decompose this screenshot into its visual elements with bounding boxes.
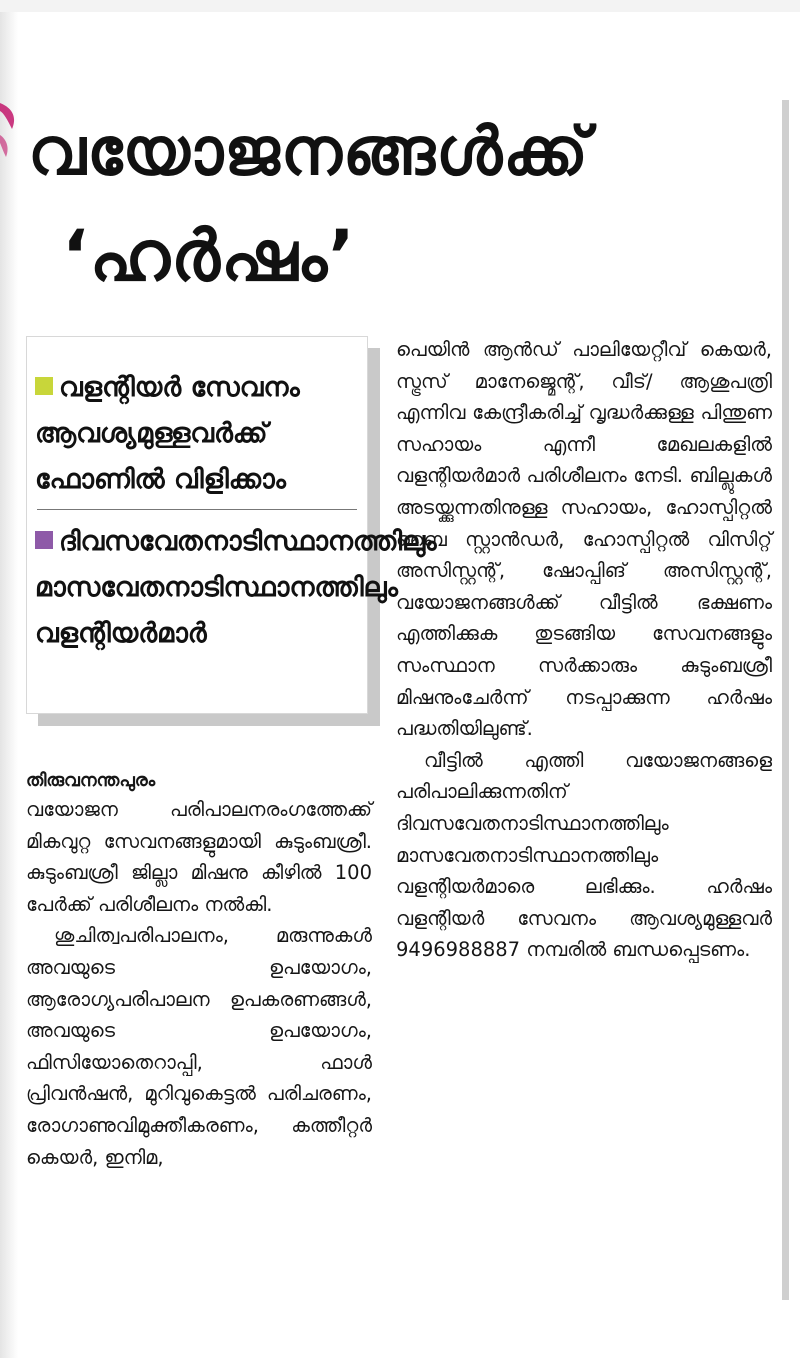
dateline: തിരുവനന്തപുരം: [26, 770, 156, 791]
headline: [28, 100, 768, 308]
highlight-divider: [37, 509, 357, 510]
headline-line-1: വയോജനങ്ങൾക്ക്: [28, 113, 589, 190]
highlight-box: [26, 336, 437, 714]
scan-top-strip: [0, 0, 800, 12]
highlight-item: [35, 519, 437, 657]
body-paragraph: വീട്ടിൽ എത്തി വയോജനങ്ങളെ പരിപാലിക്കുന്നതിന് ദിവസവേതനാടിസ്ഥാനത്തിലും മാസവേതനാടിസ്ഥാനത്തിലും വളന്റിയർമാരെ ലഭിക്കും. ഹർഷം വളന്റിയർ സേവനം ആവശ്യമുള്ളവർ 9496988887 നമ്പരിൽ ബന്ധപ്പെടണം.: [396, 748, 772, 962]
page-edge-rule: [782, 100, 789, 1300]
article-column-right: [396, 334, 772, 966]
scan-left-shadow: [0, 12, 18, 1358]
green-square-icon: [35, 377, 53, 395]
highlight-text-1: വളന്റിയർ സേവനം ആവശ്യമുള്ളവർക്ക് ഫോണിൽ വിളിക്കാം: [35, 372, 300, 495]
body-paragraph: ശുചിത്വപരിപാലനം, മരുന്നുകൾ അവയുടെ ഉപയോഗം, ആരോഗ്യപരിപാലന ഉപകരണങ്ങൾ, അവയുടെ ഉപയോഗം, ഫിസിയോതെറാപ്പി, ഫാൾ പ്രിവൻഷൻ, മുറിവുകെട്ടൽ പരിചരണം, രോഗാണുവിമുക്തീകരണം, കത്തീറ്റർ കെയർ, ഇനിമ,: [26, 924, 372, 1169]
body-paragraph: പെയിൻ ആൻഡ് പാലിയേറ്റീവ് കെയർ, സ്ട്രസ് മാനേജ്മെന്റ്, വീട്/ ആശുപത്രി എന്നിവ കേന്ദ്രീകരിച്ച് വൃദ്ധർക്കുള്ള പിന്തുണ സഹായം എന്നീ മേഖലകളിൽ വളന്റിയർമാർ പരിശീലനം നേടി. ബില്ലുകൾ അടയ്ക്കുന്നതിനുള്ള സഹായം, ഹോസ്പിറ്റൽ ബൈ സ്റ്റാൻഡർ, ഹോസ്പിറ്റൽ വിസിറ്റ് അസിസ്റ്റന്റ്, ഷോപ്പിങ് അസിസ്റ്റന്റ്, വയോജനങ്ങൾക്ക് വീട്ടിൽ ഭക്ഷണം എത്തിക്കുക തുടങ്ങിയ സേവനങ്ങളും സംസ്ഥാന സർക്കാരും കുടുംബശ്രീ മിഷനുംചേർന്ന് നടപ്പാക്കുന്ന ഹർഷം പദ്ധതിയിലുണ്ട്.: [396, 338, 772, 741]
body-paragraph: വയോജന പരിപാലനരംഗത്തേക്ക് മികവുറ്റ സേവനങ്ങളുമായി കുടുംബശ്രീ. കുടുംബശ്രീ ജില്ലാ മിഷനു കീഴിൽ 100 പേർക്ക് പരിശീലനം നൽകി.: [26, 798, 372, 916]
article-column-left: [26, 768, 372, 1173]
purple-square-icon: [35, 531, 53, 549]
highlight-item: [35, 365, 365, 503]
highlight-text-2: ദിവസവേതനാടിസ്ഥാനത്തിലും മാസവേതനാടിസ്ഥാനത്തിലും വളന്റിയർമാർ: [35, 526, 437, 649]
headline-line-2: ‘ഹർഷം’: [62, 215, 356, 297]
flower-ornament-icon: [0, 95, 22, 165]
